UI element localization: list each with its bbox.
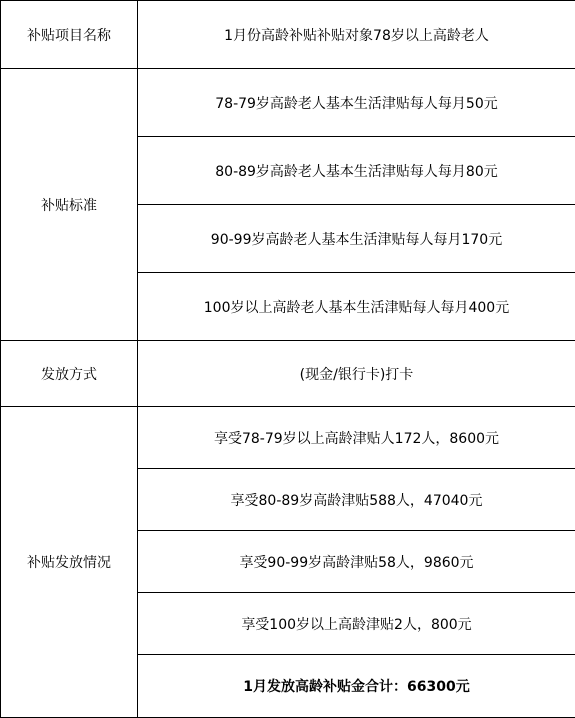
distribution-item: 享受90-99岁高龄津贴58人，9860元 <box>138 531 575 593</box>
row-distribution-1 <box>1 407 575 469</box>
distribution-item: 享受80-89岁高龄津贴588人，47040元 <box>138 469 575 531</box>
distribution-item: 享受78-79岁以上高龄津贴人172人，8600元 <box>138 407 575 469</box>
row-project-name <box>1 1 575 69</box>
distribution-label: 补贴发放情况 <box>1 407 138 718</box>
project-name-value: 1月份高龄补贴补贴对象78岁以上高龄老人 <box>138 1 575 69</box>
distribution-total: 1月发放高龄补贴金合计：66300元 <box>138 655 575 718</box>
distribution-item: 享受100岁以上高龄津贴2人，800元 <box>138 593 575 655</box>
standard-item: 78-79岁高龄老人基本生活津贴每人每月50元 <box>138 69 575 137</box>
row-method <box>1 341 575 407</box>
standard-item: 90-99岁高龄老人基本生活津贴每人每月170元 <box>138 205 575 273</box>
method-value: (现金/银行卡)打卡 <box>138 341 575 407</box>
project-name-label: 补贴项目名称 <box>1 1 138 69</box>
method-label: 发放方式 <box>1 341 138 407</box>
standard-item: 80-89岁高龄老人基本生活津贴每人每月80元 <box>138 137 575 205</box>
standard-item: 100岁以上高龄老人基本生活津贴每人每月400元 <box>138 273 575 341</box>
standard-label: 补贴标准 <box>1 69 138 341</box>
row-standard-1 <box>1 69 575 137</box>
